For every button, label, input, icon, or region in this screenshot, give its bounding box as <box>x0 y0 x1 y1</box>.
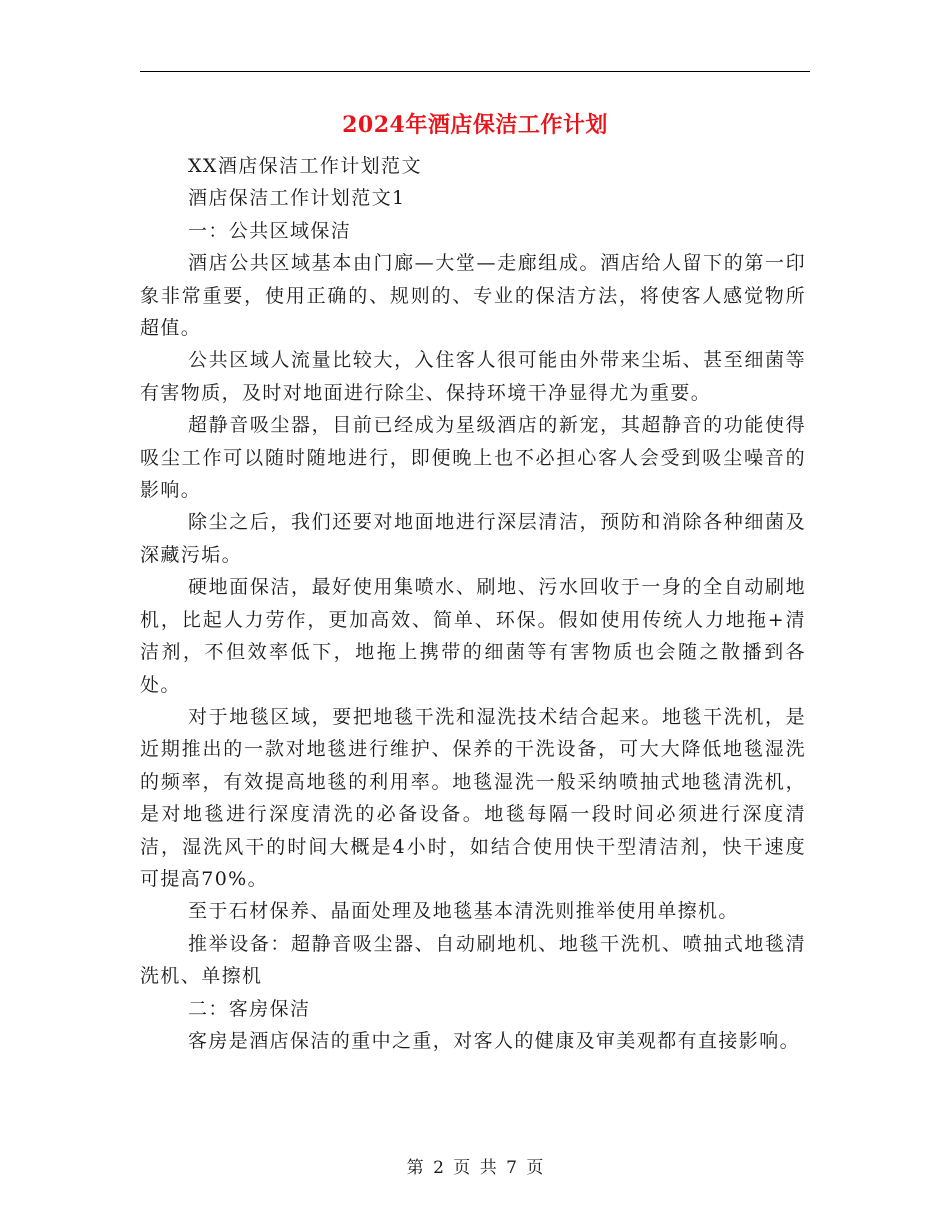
paragraph: 公共区域人流量比较大，入住客人很可能由外带来尘垢、甚至细菌等有害物质，及时对地面进行除尘、保持环境干净显得尤为重要。 <box>140 349 806 404</box>
paragraph: 超静音吸尘器，目前已经成为星级酒店的新宠，其超静音的功能使得吸尘工作可以随时随地进行，即便晚上也不必担心客人会受到吸尘噪音的影响。 <box>140 414 806 502</box>
section-heading: 二：客房保洁 <box>188 997 311 1020</box>
paragraph: XX酒店保洁工作计划范文 <box>188 155 422 177</box>
section-heading: 一：公共区域保洁 <box>188 219 352 242</box>
document-title: 2024年酒店保洁工作计划 <box>342 112 608 138</box>
paragraph: 酒店公共区域基本由门廊—大堂—走廊组成。酒店给人留下的第一印象非常重要，使用正确的、规则的、专业的保洁方法，将使客人感觉物所超值。 <box>140 252 806 340</box>
header-rule <box>140 71 810 72</box>
paragraph: 对于地毯区域，要把地毯干洗和湿洗技术结合起来。地毯干洗机，是近期推出的一款对地毯进行维护、保养的干洗设备，可大大降低地毯湿洗的频率，有效提高地毯的利用率。地毯湿洗一般采纳喷抽式地毯清洗机，是对地毯进行深度清洗的必备设备。地毯每隔一段时间必须进行深度清洁，湿洗风干的时间大概是4小时，如结合使用快干型清洁剂，快干速度可提高70%。 <box>140 705 806 890</box>
paragraph: 硬地面保洁，最好使用集喷水、刷地、污水回收于一身的全自动刷地机，比起人力劳作，更加高效、简单、环保。假如使用传统人力地拖+清洁剂，不但效率低下，地拖上携带的细菌等有害物质也会随之散播到各处。 <box>140 576 806 696</box>
paragraph: 至于石材保养、晶面处理及地毯基本清洗则推举使用单擦机。 <box>188 900 739 923</box>
paragraph: 除尘之后，我们还要对地面地进行深层清洁，预防和消除各种细菌及深藏污垢。 <box>140 511 806 566</box>
document-body <box>140 150 806 1057</box>
page-number-footer: 第 2 页 共 7 页 <box>406 1158 544 1178</box>
paragraph: 推举设备：超静音吸尘器、自动刷地机、地毯干洗机、喷抽式地毯清洗机、单擦机 <box>140 932 806 988</box>
paragraph: 客房是酒店保洁的重中之重，对客人的健康及审美观都有直接影响。 <box>188 1029 801 1052</box>
paragraph: 酒店保洁工作计划范文1 <box>188 187 406 210</box>
